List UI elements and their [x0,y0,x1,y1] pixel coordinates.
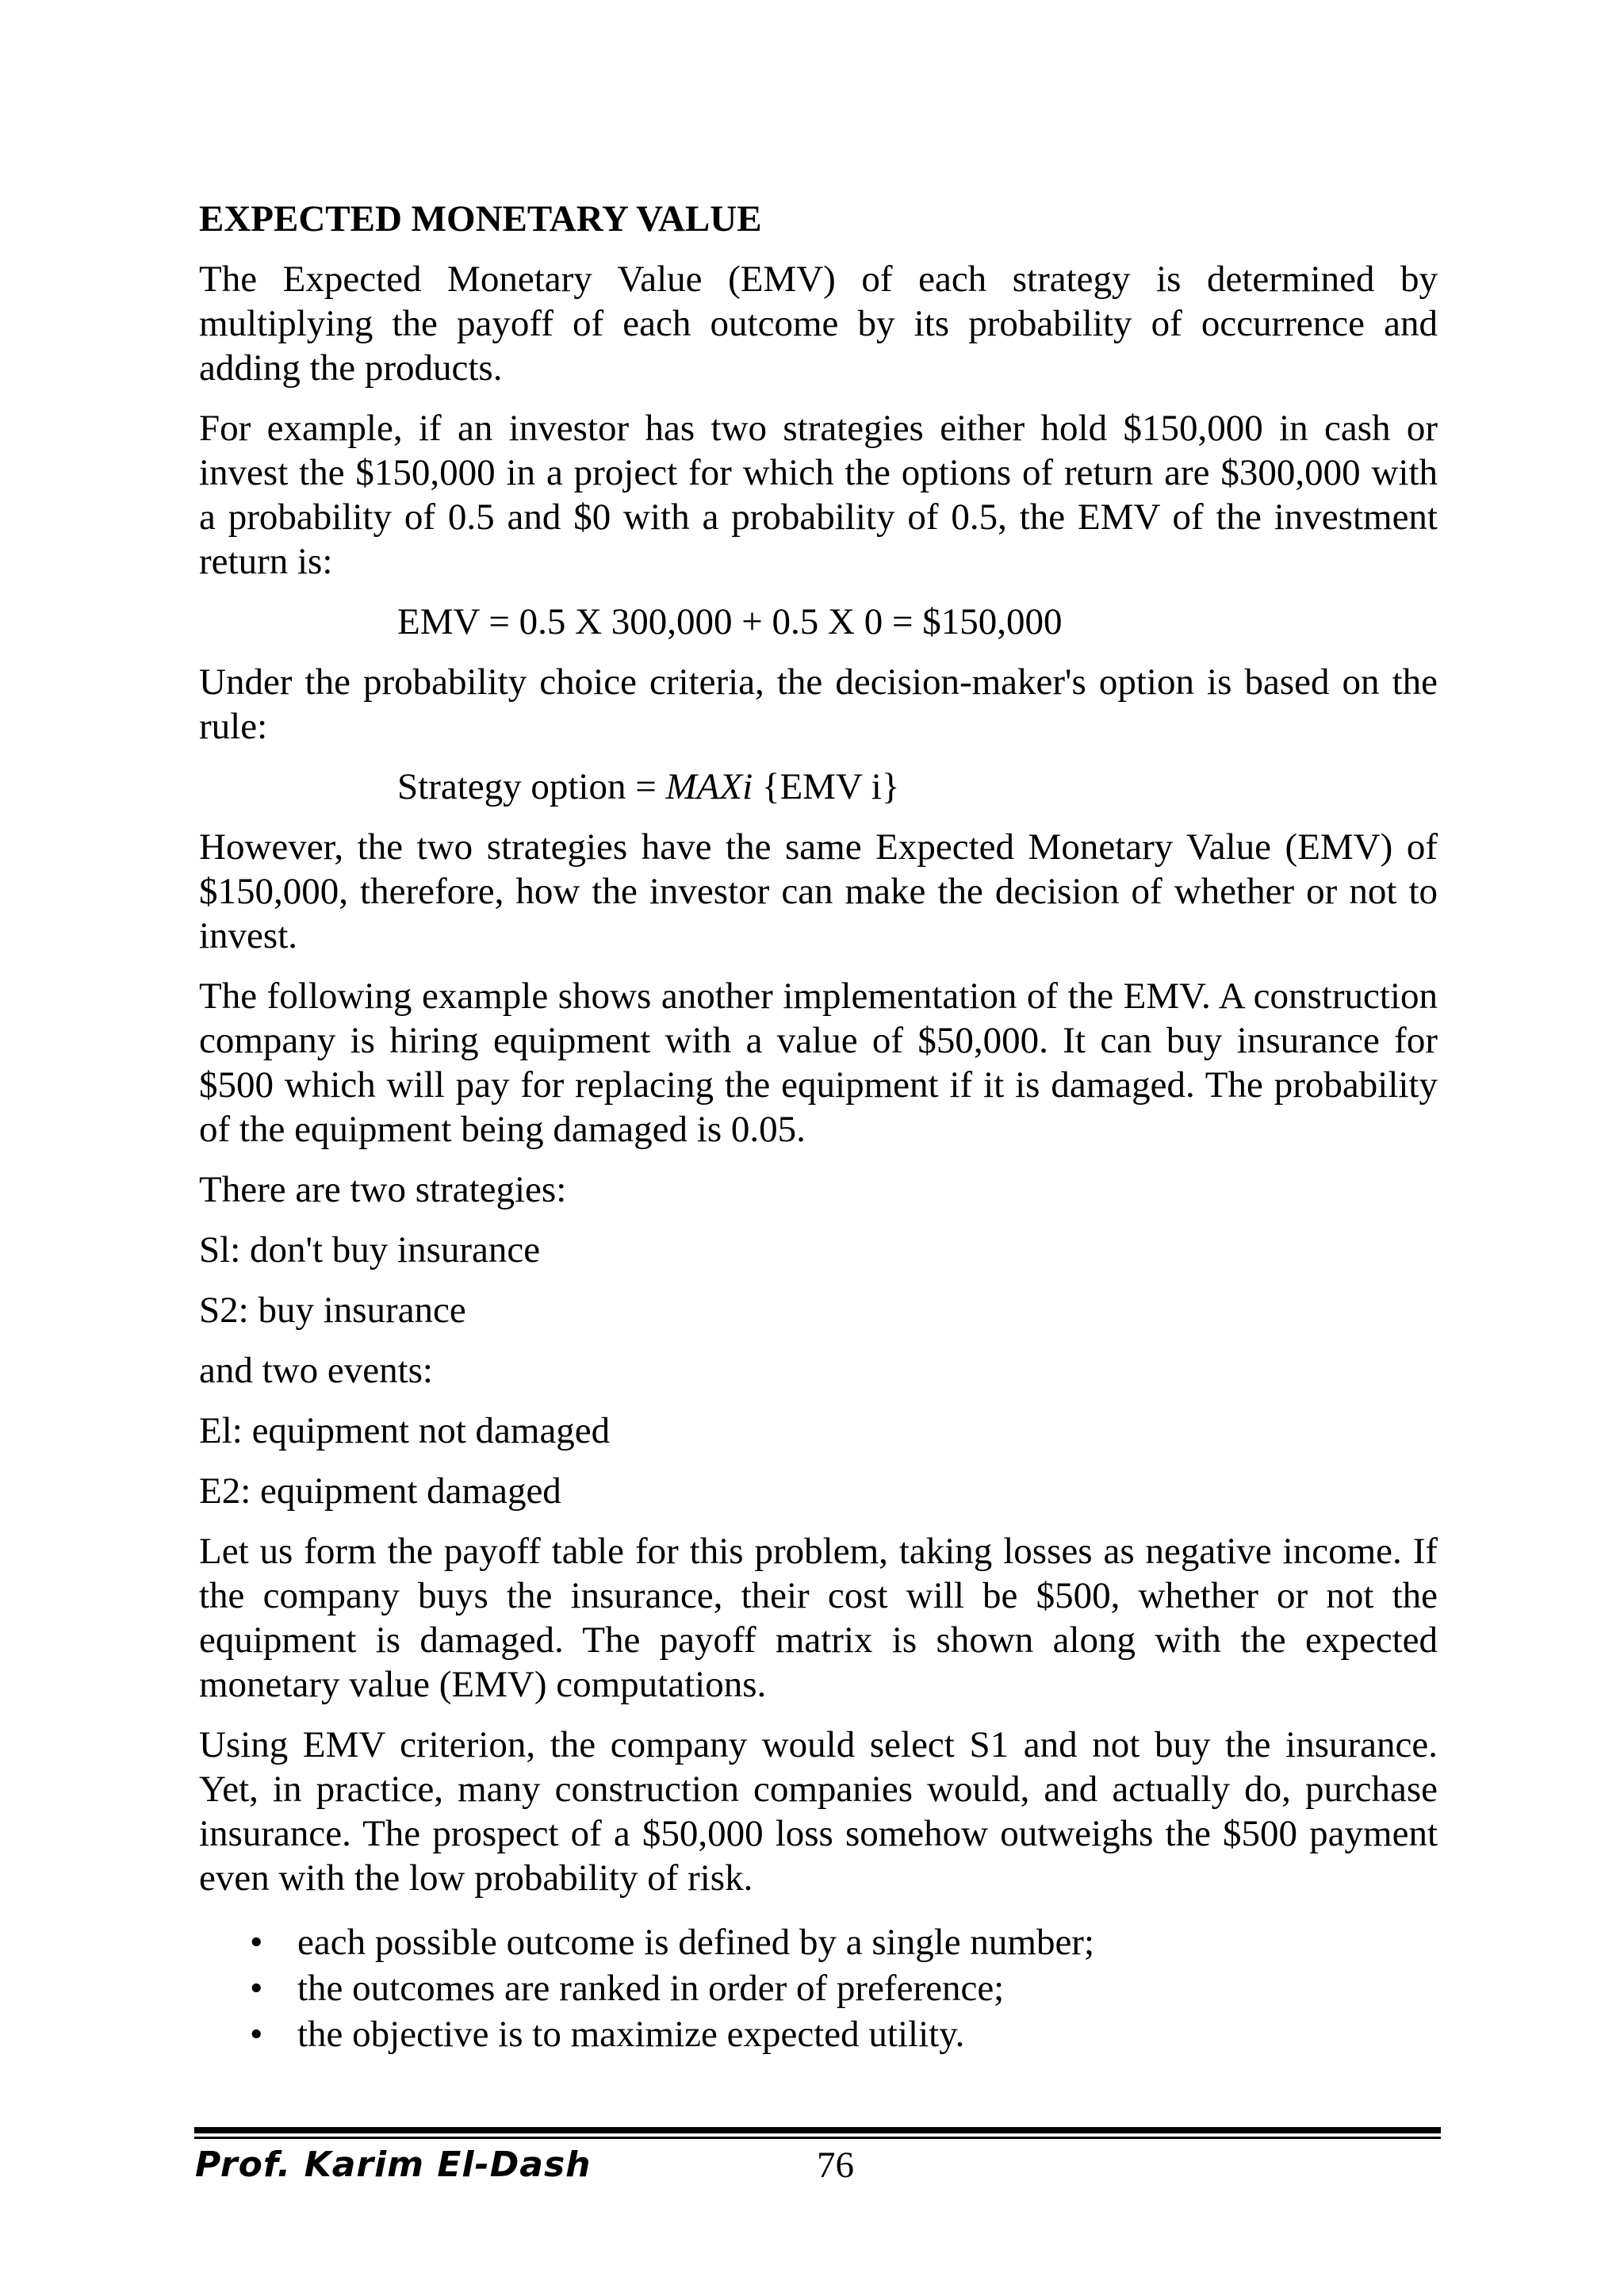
line-event-e1: El: equipment not damaged [199,1410,611,1451]
bullet-icon: • [250,1968,263,2009]
list-item-text: the objective is to maximize expected utility. [297,2014,965,2055]
footer-divider-thin [194,2137,1441,2139]
footer-divider-thick [194,2127,1441,2133]
line-strategy-s1: Sl: don't buy insurance [199,1229,541,1271]
paragraph-choice-criteria: Under the probability choice criteria, the decision-maker's option is based on the rule: [199,661,1438,747]
list-item-text: each possible outcome is defined by a single number; [297,1922,1095,1963]
equation-max-function: MAXi [665,766,753,807]
assumptions-list [199,1919,1438,2057]
paragraph-investor-example: For example, if an investor has two strategies either hold $150,000 in cash or invest the $150,000 in a project for which the options of return are $300,000 with a probability of 0.5 and $0 with a probability of 0.5, the EMV of the investment return is: [199,408,1438,582]
list-item [199,1965,1438,2011]
equation-suffix: {EMV i} [753,766,900,807]
line-strategy-s2: S2: buy insurance [199,1290,466,1331]
footer-author: Prof. Karim El-Dash [195,2145,592,2185]
line-two-events: and two events: [199,1350,433,1391]
list-item [199,1919,1438,1965]
line-event-e2: E2: equipment damaged [199,1470,561,1512]
list-item [199,2011,1438,2057]
list-item-text: the outcomes are ranked in order of preference; [297,1968,1005,2009]
section-heading: EXPECTED MONETARY VALUE [199,198,762,240]
equation-prefix: Strategy option = [397,766,666,807]
equation-emv: EMV = 0.5 X 300,000 + 0.5 X 0 = $150,000 [397,601,1063,642]
paragraph-construction-example: The following example shows another implementation of the EMV. A construction company is hiring equipment with a value of $50,000. It can buy insurance for $500 which will pay for replacing the equipment if it is damaged. The probability of the equipment being damaged is 0.05. [199,976,1438,1150]
paragraph-emv-criterion: Using EMV criterion, the company would select S1 and not buy the insurance. Yet, in practice, many construction companies would, and actually do, purchase insurance. The prospect of a $50,000 loss somehow outweighs the $500 payment even with the low probability of risk. [199,1724,1438,1899]
paragraph-emv-definition: The Expected Monetary Value (EMV) of each strategy is determined by multiplying the payoff of each outcome by its probability of occurrence and adding the products. [199,259,1438,389]
bullet-icon: • [250,2014,263,2055]
line-two-strategies: There are two strategies: [199,1169,567,1210]
equation-strategy-option [397,765,1438,809]
page-content [199,197,1438,2057]
paragraph-payoff-table: Let us form the payoff table for this problem, taking losses as negative income. If the company buys the insurance, their cost will be $500, whether or not the equipment is damaged. The payoff matrix is shown along with the expected monetary value (EMV) computations. [199,1531,1438,1705]
bullet-icon: • [250,1922,263,1963]
page-number: 76 [817,2145,854,2186]
paragraph-same-emv: However, the two strategies have the same Expected Monetary Value (EMV) of $150,000, therefore, how the investor can make the decision of whether or not to invest. [199,826,1438,956]
